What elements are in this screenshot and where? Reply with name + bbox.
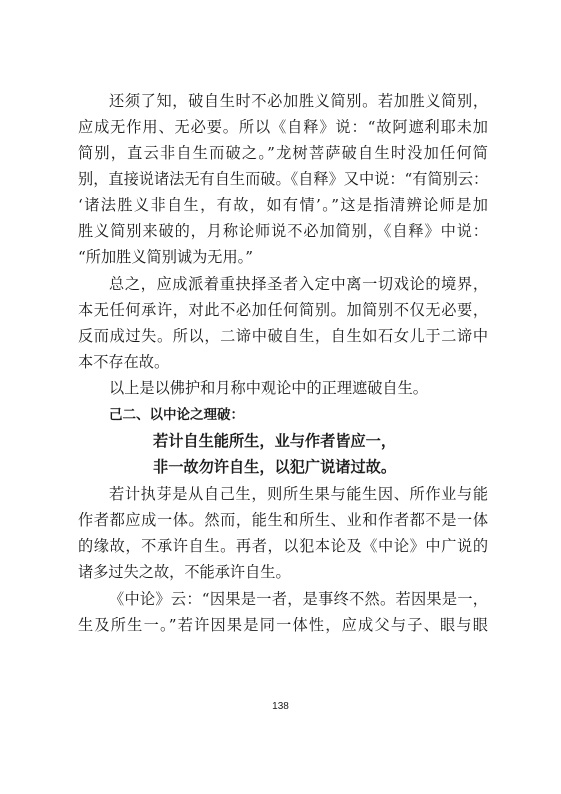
paragraph-2-line-4: 本不存在故。 [78, 353, 170, 371]
paragraph-3-line-1: 以上是以佛护和月称中观论中的正理遮破自生。 [109, 379, 428, 397]
paragraph-4-line-2: 作者都应成一体。然而，能生和所生、业和作者都不是一体 [78, 511, 488, 529]
paragraph-1-line-4: 别，直接说诸法无有自生而破。《自释》又中说：“有简别云： [78, 170, 489, 188]
paragraph-1-line-3: 简别，直云非自生而破之。”龙树菩萨破自生时没加任何简 [78, 144, 488, 162]
paragraph-1-line-2: 应成无作用、无必要。所以《自释》说：“故阿遮利耶未加 [78, 118, 488, 136]
verse-line-2: 非一故勿许自生，以犯广说诸过故。 [153, 458, 396, 476]
paragraph-1-line-7: “所加胜义简别诚为无用。” [78, 248, 253, 266]
paragraph-2-line-2: 本无任何承许，对此不必加任何简别。加简别不仅无必要， [78, 301, 488, 319]
paragraph-2-line-1: 总之，应成派着重抉择圣者入定中离一切戏论的境界， [109, 275, 488, 293]
page-number: 138 [272, 701, 289, 712]
paragraph-4-line-4: 诸多过失之故，不能承许自生。 [78, 563, 291, 581]
paragraph-1-line-5: ‘诸法胜义非自生，有故，如有情’。”这是指清辨论师是加 [78, 196, 488, 214]
paragraph-5-line-2: 生及所生一。”若许因果是同一体性，应成父与子、眼与眼 [78, 616, 488, 634]
paragraph-1-line-1: 还须了知，破自生时不必加胜义简别。若加胜义简别， [109, 92, 488, 110]
paragraph-1-line-6: 胜义简别来破的，月称论师说不必加简别，《自释》中说： [78, 222, 488, 240]
paragraph-4-line-1: 若计执芽是从自己生，则所生果与能生因、所作业与能 [109, 485, 488, 503]
paragraph-5-line-1: 《中论》云：“因果是一者，是事终不然。若因果是一， [109, 590, 488, 608]
section-heading: 己二、以中论之理破： [109, 407, 244, 423]
verse-line-1: 若计自生能所生，业与作者皆应一， [153, 432, 396, 450]
paragraph-2-line-3: 反而成过失。所以，二谛中破自生，自生如石女儿于二谛中 [78, 327, 488, 345]
paragraph-4-line-3: 的缘故，不承许自生。再者，以犯本论及《中论》中广说的 [78, 537, 488, 555]
